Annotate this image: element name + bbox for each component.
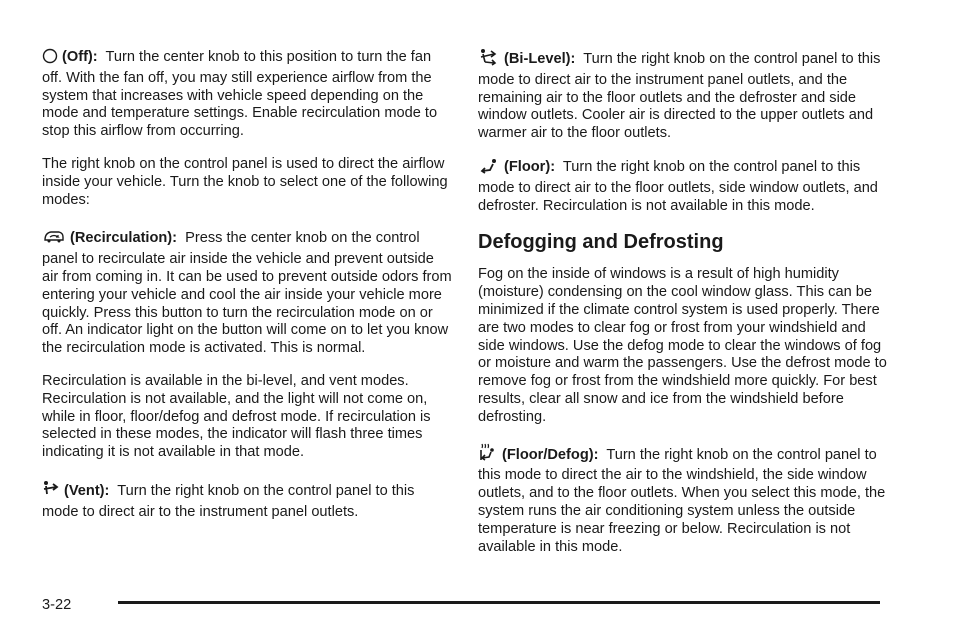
bilevel-paragraph — [478, 48, 888, 143]
bilevel-text: Turn the right knob on the control panel to this mode to direct air to the instrument panel outlets, and the remaining air to the floor outlets and the defroster and side window outlets. Cooler air is directed to the upper outlets and warmer air to the floor outlets. — [478, 51, 881, 142]
bilevel-term: (Bi-Level): — [504, 51, 576, 67]
recirculation-text: Press the center knob on the control panel to recirculate air inside the vehicle and prevent outside air from coming in. It can be used to prevent outside odors from entering your vehicle and cool the air inside your vehicle more quickly. Press this button to turn the recirculation mode on or off. An indicator light on the button will come on to let you know the recirculation mode is activated. This is normal. — [42, 230, 452, 357]
floor-mode-icon — [478, 158, 500, 180]
vent-text: Turn the right knob on the control panel to this mode to direct air to the instrument panel outlets. — [42, 482, 415, 520]
right-column — [478, 48, 888, 571]
vent-paragraph — [42, 480, 452, 522]
off-text: Turn the center knob to this position to turn the fan off. With the fan off, you may still experience airflow from the system that increases with vehicle speed depending on the mode and temperature settings. Enable recirculation mode to stop this airflow from occurring. — [42, 49, 438, 140]
intro-paragraph: The right knob on the control panel is used to direct the airflow inside your vehicle. Turn the knob to select one of the following modes: — [42, 155, 448, 208]
recirculation-term: (Recirculation): — [70, 230, 178, 247]
recirc-availability-paragraph: Recirculation is available in the bi-level, and vent modes. Recirculation is not available, and the light will not come on, while in floor, floor/defog and defrost mode. If recirculation is selected in these modes, the indicator will flash three times indicating it is not available in that mode. — [42, 372, 431, 461]
floor-defog-mode-icon — [478, 442, 498, 468]
section-heading: Defogging and Defrosting — [478, 231, 724, 254]
off-paragraph — [42, 48, 452, 141]
floor-defog-term: (Floor/Defog): — [502, 446, 599, 463]
vent-term: (Vent): — [64, 482, 110, 499]
left-column — [42, 48, 452, 537]
floor-defog-paragraph — [478, 442, 888, 557]
fog-paragraph: Fog on the inside of windows is a result of high humidity (moisture) condensing on the cool window glass. This can be minimized if the climate control system is used properly. There are two modes to clear fog or frost from your windshield and side windows. Use the defog mode to clear the windows of fog or moisture and warm the passengers. Use the defrost mode to remove fog or frost from the windshield more quickly. For best results, clear all snow and ice from the windshield before defrosting. — [478, 266, 887, 425]
footer-rule — [118, 601, 880, 604]
vent-mode-icon — [42, 480, 60, 504]
fan-off-circle-icon — [42, 48, 58, 70]
off-term: (Off): — [62, 49, 98, 65]
page-number: 3-22 — [42, 597, 72, 613]
floor-defog-text: Turn the right knob on the control panel to this mode to direct the air to the windshield, the side window outlets, and to the floor outlets. When you select this mode, the system runs the air conditioning system unless the outside temperature is near freezing or below. Recirculation is not available in this mode. — [478, 446, 886, 555]
floor-term: (Floor): — [504, 158, 556, 175]
floor-text: Turn the right knob on the control panel to this mode to direct air to the floor outlets, side window outlets, and defroster. Recirculation is not available in this mode. — [478, 158, 878, 214]
bi-level-mode-icon — [478, 48, 500, 72]
recirculation-paragraph — [42, 229, 452, 358]
floor-paragraph — [478, 158, 888, 215]
recirculation-car-icon — [42, 229, 66, 251]
